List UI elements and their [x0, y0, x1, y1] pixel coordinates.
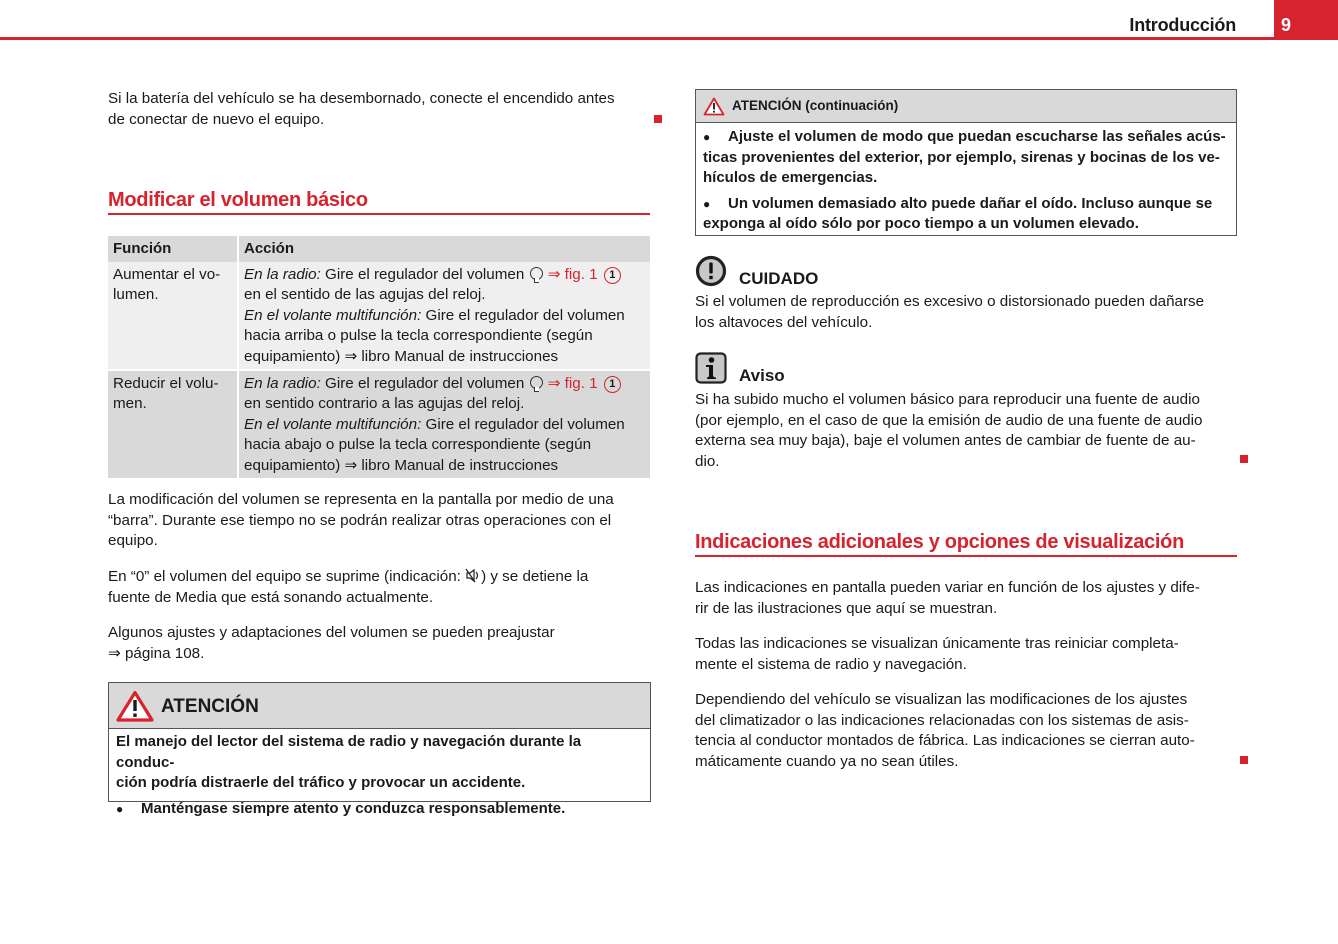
function-text: Aumentar el vo- [113, 266, 221, 283]
note-text [695, 390, 1255, 472]
warning-continued-header [696, 90, 1236, 123]
radio-label: En la radio: [244, 266, 321, 283]
warning-header [109, 683, 650, 729]
text-span: En “0” el volumen del equipo se suprime (indicación: [108, 568, 466, 585]
text-line: del climatizador o las indicaciones relacionadas con los sistemas de asis- [695, 711, 1189, 729]
function-text: Reducir el volu- [113, 375, 219, 393]
radio-label: En la radio: [244, 375, 321, 393]
section-end-marker [654, 115, 662, 123]
caution-title: CUIDADO [739, 269, 819, 288]
intro-paragraph [108, 89, 653, 130]
text-line: Dependiendo del vehículo se visualizan las modificaciones de los ajustes [695, 691, 1188, 708]
wheel-text: Gire el regulador del volumen [421, 415, 625, 433]
section-end-marker [1240, 455, 1248, 463]
warning-title: ATENCIÓN [161, 696, 259, 718]
radio-text: Gire el regulador del volumen [320, 266, 529, 283]
volume-function-table [108, 236, 650, 478]
table-cell-action [238, 370, 650, 478]
page-reference-link[interactable]: ⇒ página 108. [108, 644, 205, 662]
warning-text: ción podría distraerle del tráfico y provocar un accidente. [116, 774, 526, 791]
warning-continued-body [696, 123, 1236, 238]
text-line: fuente de Media que está sonando actualmente. [108, 588, 434, 606]
section-heading-rule [695, 555, 1237, 557]
wheel-text: hacia arriba o pulse la tecla correspondiente (según [244, 327, 593, 345]
display-paragraph-3 [695, 690, 1255, 772]
warning-bullet-item [116, 799, 643, 820]
header-rule [0, 37, 1274, 40]
text-line: La modificación del volumen se representa en la pantalla por medio de una [108, 491, 614, 508]
text-line: Todas las indicaciones se visualizan únicamente tras reiniciar completa- [695, 635, 1179, 652]
note-title: Aviso [739, 366, 785, 385]
section-heading-rule [108, 213, 650, 215]
text-line: rir de las ilustraciones que aquí se muestran. [695, 599, 998, 617]
text-line: externa sea muy baja), baje el volumen antes de cambiar de fuente de au- [695, 432, 1196, 449]
text-line: (por ejemplo, en el caso de que la emisión de audio de una fuente de audio [695, 411, 1203, 429]
warning-continued-title: ATENCIÓN (continuación) [732, 97, 899, 113]
mute-speaker-icon [465, 568, 481, 583]
wheel-label: En el volante multifunción: [244, 415, 422, 433]
caution-text [695, 292, 1255, 333]
manual-reference: equipamiento) ⇒ libro Manual de instrucciones [244, 347, 559, 365]
warning-text: El manejo del lector del sistema de radio y navegación durante la conduc- [116, 733, 582, 771]
display-paragraph-2 [695, 634, 1255, 675]
warning-bullet-text: Manténgase siempre atento y conduzca responsablemente. [141, 799, 566, 817]
text-line: mente el sistema de radio y navegación. [695, 655, 967, 673]
bullet-icon: ● [116, 801, 124, 816]
warning-triangle-icon [116, 690, 154, 722]
wheel-text: hacia abajo o pulse la tecla correspondiente (según [244, 436, 592, 454]
text-line: Si ha subido mucho el volumen básico para reproducir una fuente de audio [695, 391, 1200, 408]
figure-link[interactable]: ⇒ fig. 1 [547, 266, 598, 283]
table-cell-function [108, 370, 238, 478]
warning-text: hículos de emergencias. [703, 169, 878, 186]
warning-bullet-text: Ajuste el volumen de modo que puedan escucharse las señales acús- [728, 128, 1226, 145]
wheel-label: En el volante multifunción: [244, 306, 422, 324]
preset-paragraph [108, 623, 668, 664]
warning-bullet-item [703, 127, 1229, 148]
text-line: los altavoces del vehículo. [695, 313, 873, 331]
radio-continuation: en sentido contrario a las agujas del reloj. [244, 395, 525, 413]
radio-continuation: en el sentido de las agujas del reloj. [244, 286, 486, 304]
table-row [108, 370, 650, 478]
radio-text: Gire el regulador del volumen [320, 375, 529, 393]
bullet-icon: ● [703, 130, 711, 144]
section-heading-display-options: Indicaciones adicionales y opciones de visualización [695, 531, 1185, 553]
info-note-icon [695, 352, 727, 384]
note-header [695, 352, 785, 384]
warning-box [108, 682, 651, 817]
text-line: “barra”. Durante ese tiempo no se podrán realizar otras operaciones con el [108, 511, 612, 529]
section-heading-volume: Modificar el volumen básico [108, 189, 368, 211]
warning-text: ticas provenientes del exterior, por ejemplo, sirenas y bocinas de los ve- [703, 148, 1220, 166]
text-line: tencia al conductor montados de fábrica. Las indicaciones se cierran auto- [695, 732, 1195, 749]
intro-line: de conectar de nuevo el equipo. [108, 110, 325, 128]
callout-number-icon: 1 [604, 376, 621, 393]
wheel-text: Gire el regulador del volumen [421, 306, 625, 324]
volume-knob-icon [530, 376, 543, 389]
function-text: lumen. [113, 286, 159, 304]
warning-text: exponga al oído sólo por poco tiempo a un volumen elevado. [703, 215, 1139, 232]
page-number: 9 [1274, 0, 1338, 40]
text-line: Las indicaciones en pantalla pueden variar en función de los ajustes y dife- [695, 579, 1200, 596]
text-span: ) y se detiene la [481, 568, 589, 585]
text-line: Algunos ajustes y adaptaciones del volumen se pueden preajustar [108, 624, 555, 641]
warning-body [109, 729, 650, 822]
text-line: dio. [695, 452, 720, 470]
table-row [108, 262, 650, 370]
bar-paragraph [108, 490, 668, 552]
manual-reference: equipamiento) ⇒ libro Manual de instrucciones [244, 456, 559, 474]
display-paragraph-1 [695, 578, 1255, 619]
text-line: Si el volumen de reproducción es excesivo o distorsionado pueden dañarse [695, 293, 1205, 310]
warning-triangle-icon [703, 97, 725, 116]
volume-knob-icon [530, 267, 543, 280]
running-header-title: Introducción [1129, 15, 1236, 35]
caution-header [695, 255, 818, 287]
mute-paragraph [108, 567, 668, 608]
text-line: equipo. [108, 532, 158, 549]
figure-link[interactable]: ⇒ fig. 1 [547, 375, 598, 393]
warning-continued-box [695, 89, 1237, 236]
section-end-marker [1240, 756, 1248, 764]
table-cell-action [238, 262, 650, 370]
table-header-function: Función [108, 236, 238, 262]
bullet-icon: ● [703, 196, 711, 211]
callout-number-icon: 1 [604, 267, 621, 284]
caution-exclamation-icon [695, 255, 727, 287]
intro-line: Si la batería del vehículo se ha desembornado, conecte el encendido antes [108, 90, 615, 107]
text-line: máticamente cuando ya no sean útiles. [695, 752, 959, 770]
function-text: men. [113, 395, 147, 413]
table-cell-function [108, 262, 238, 370]
warning-bullet-text: Un volumen demasiado alto puede dañar el oído. Incluso aunque se [728, 194, 1213, 212]
table-header-action: Acción [238, 236, 650, 262]
warning-bullet-item [703, 194, 1229, 215]
